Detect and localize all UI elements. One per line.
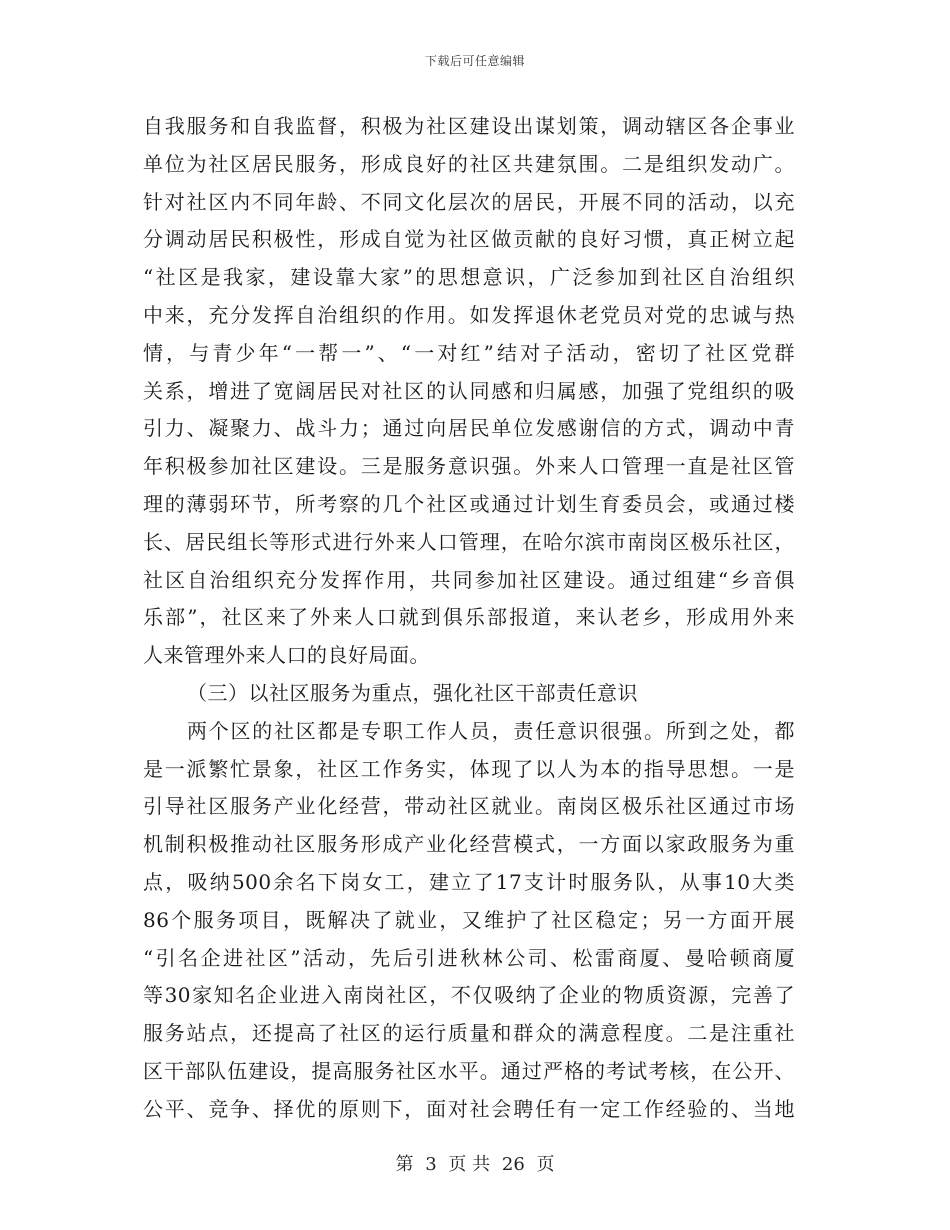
- text-line: 关系，增进了宽阔居民对社区的认同感和归属感，加强了党组织的吸: [143, 378, 795, 403]
- text-line: 服务站点，还提高了社区的运行质量和群众的满意程度。二是注重社: [143, 1021, 795, 1046]
- page-header: 下载后可任意编辑: [424, 54, 525, 68]
- footer-suffix: 页: [536, 1154, 555, 1175]
- text-line: 自我服务和自我监督，积极为社区建设出谋划策，调动辖区各企事业: [143, 114, 795, 138]
- text-line: 情，与青少年“一帮一”、“一对红”结对子活动，密切了社区党群: [143, 340, 795, 365]
- footer-middle: 页 共: [448, 1154, 491, 1175]
- text-line: “社区是我家，建设靠大家”的思想意识，广泛参加到社区自治组织: [143, 265, 795, 290]
- text-line: 86个服务项目，既解决了就业，又维护了社区稳定；另一方面开展: [143, 907, 795, 932]
- text-line: 公平、竞争、择优的原则下，面对社会聘任有一定工作经验的、当地: [143, 1096, 795, 1121]
- page-number: 3: [425, 1154, 437, 1175]
- document-body: [143, 108, 795, 1129]
- text-line: 分调动居民积极性，形成自觉为社区做贡献的良好习惯，真正树立起: [143, 227, 795, 252]
- text-line: “引名企进社区”活动，先后引进秋林公司、松雷商厦、曼哈顿商厦: [143, 945, 795, 970]
- text-line: 机制积极推动社区服务形成产业化经营模式，一方面以家政服务为重: [143, 832, 795, 857]
- section-heading: （三）以社区服务为重点，强化社区干部责任意识: [187, 680, 638, 705]
- text-line: 理的薄弱环节，所考察的几个社区或通过计划生育委员会，或通过楼: [143, 491, 795, 516]
- text-line: 引导社区服务产业化经营，带动社区就业。南岗区极乐社区通过市场: [143, 794, 795, 819]
- text-line: 单位为社区居民服务，形成良好的社区共建氛围。二是组织发动广。: [143, 151, 795, 176]
- text-line: 长、居民组长等形式进行外来人口管理，在哈尔滨市南岗区极乐社区，: [143, 529, 795, 554]
- text-line: 区干部队伍建设，提高服务社区水平。通过严格的考试考核，在公开、: [143, 1058, 795, 1083]
- text-line: 人来管理外来人口的良好局面。: [143, 643, 430, 668]
- footer-prefix: 第: [395, 1154, 414, 1175]
- text-line: 两个区的社区都是专职工作人员，责任意识很强。所到之处，都: [187, 718, 795, 743]
- text-line: 年积极参加社区建设。三是服务意识强。外来人口管理一直是社区管: [143, 454, 795, 479]
- text-line: 社区自治组织充分发挥作用，共同参加社区建设。通过组建“乡音俱: [143, 567, 795, 592]
- page-total: 26: [501, 1154, 525, 1175]
- text-line: 乐部”，社区来了外来人口就到俱乐部报道，来认老乡，形成用外来: [143, 605, 795, 630]
- text-line: 等30家知名企业进入南岗社区，不仅吸纳了企业的物质资源，完善了: [143, 983, 795, 1008]
- text-line: 引力、凝聚力、战斗力；通过向居民单位发感谢信的方式，调动中青: [143, 416, 795, 441]
- text-line: 中来，充分发挥自治组织的作用。如发挥退休老党员对党的忠诚与热: [143, 302, 795, 327]
- text-line: 点，吸纳500余名下岗女工，建立了17支计时服务队，从事10大类: [143, 869, 795, 894]
- text-line: 针对社区内不同年龄、不同文化层次的居民，开展不同的活动，以充: [143, 189, 795, 214]
- text-line: 是一派繁忙景象，社区工作务实，体现了以人为本的指导思想。一是: [143, 756, 795, 781]
- page-footer: [0, 1150, 950, 1176]
